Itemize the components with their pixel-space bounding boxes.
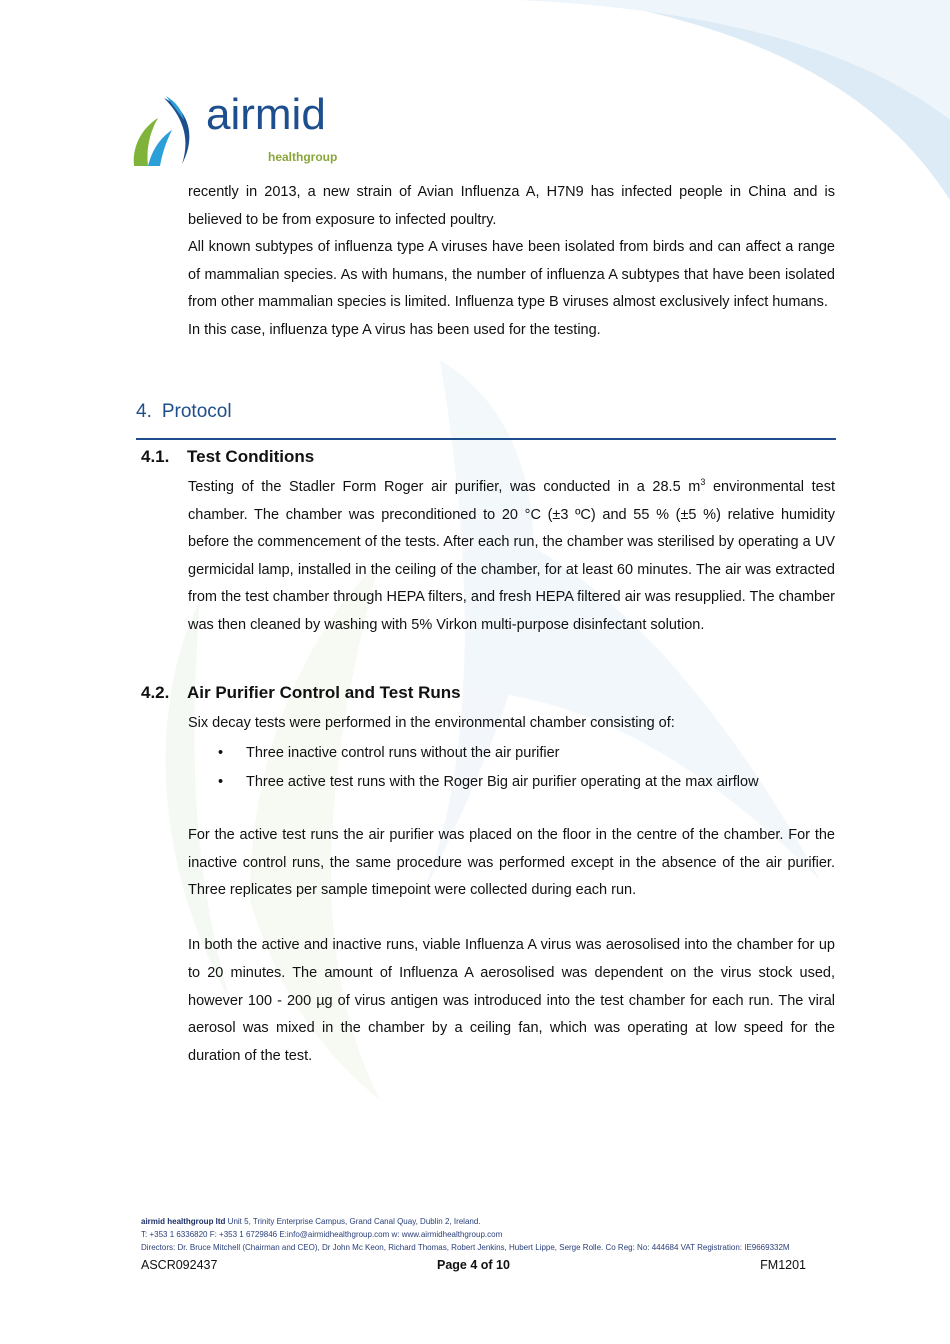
section-4-title: Protocol bbox=[161, 401, 232, 422]
section-divider bbox=[136, 438, 836, 440]
list-item bbox=[188, 768, 835, 797]
section-4-2-number: 4.2. bbox=[141, 683, 170, 702]
test-conditions-paragraph bbox=[188, 474, 835, 640]
list-item bbox=[188, 739, 835, 768]
section-4-2-intro bbox=[188, 710, 835, 738]
section-4-1-number: 4.1. bbox=[141, 447, 170, 466]
logo-swirl-icon bbox=[130, 92, 212, 174]
section-4-number: 4. bbox=[136, 401, 152, 422]
intro-paragraph-2: All known subtypes of influenza type A viruses have been isolated from birds and can affect a range of mammalian species. As with humans, the number of influenza A subtypes that have been isolated from other mammalian species is limited. Influenza type B viruses almost exclusively infect humans. bbox=[188, 239, 835, 311]
section-4-2-title: Air Purifier Control and Test Runs bbox=[187, 683, 461, 702]
section-4-1-title: Test Conditions bbox=[187, 447, 315, 466]
list-item-text: Three inactive control runs without the air purifier bbox=[246, 745, 560, 761]
section-4-heading bbox=[136, 401, 232, 423]
footer-contact-line: T: +353 1 6336820 F: +353 1 6729846 E:info@airmidhealthgroup.com w: www.airmidhealthgroup.com bbox=[141, 1230, 503, 1239]
section-4-2-body bbox=[188, 822, 835, 1070]
superscript-3: 3 bbox=[700, 477, 706, 488]
list-item-text: Three active test runs with the Roger Big air purifier operating at the max airflow bbox=[246, 773, 759, 790]
logo-subtitle: healthgroup bbox=[268, 150, 338, 164]
airmid-logo bbox=[130, 92, 370, 172]
footer-address-line bbox=[141, 1215, 821, 1228]
active-runs-paragraph: For the active test runs the air purifier was placed on the floor in the centre of the chamber. For the inactive control runs, the same procedure was performed except in the absence of the air purifier. Three replicates per sample timepoint were collected during each run. bbox=[188, 827, 835, 899]
bullet-icon: • bbox=[218, 773, 224, 790]
test-conditions-text-a: Testing of the Stadler Form Roger air purifier, was conducted in a 28.5 m bbox=[188, 479, 701, 495]
section-4-2-heading bbox=[141, 683, 461, 703]
page-number: Page 4 of 10 bbox=[437, 1258, 510, 1272]
section-4-1-body bbox=[188, 474, 835, 640]
footer-company-details bbox=[141, 1215, 821, 1254]
document-id: ASCR092437 bbox=[141, 1258, 218, 1272]
test-conditions-text-b: environmental test chamber. The chamber was preconditioned to 20 °C (±3 ºC) and 55 % (±5 %) relative humidity before the commencement of the tests. After each run, the chamber was sterilised by operating a UV germicidal lamp, installed in the ceiling of the chamber, for at least 60 minutes. The air was extracted from the test chamber through HEPA filters, and fresh HEPA filtered air was resupplied. The chamber was then cleaned by washing with 5% Virkon multi-purpose disinfectant solution. bbox=[188, 479, 836, 633]
form-code: FM1201 bbox=[760, 1258, 806, 1272]
decay-tests-intro: Six decay tests were performed in the environmental chamber consisting of: bbox=[188, 715, 675, 731]
intro-paragraph-3: In this case, influenza type A virus has been used for the testing. bbox=[188, 321, 601, 338]
test-runs-list bbox=[188, 739, 835, 797]
footer-address: Unit 5, Trinity Enterprise Campus, Grand Canal Quay, Dublin 2, Ireland. bbox=[225, 1217, 481, 1226]
bullet-icon: • bbox=[218, 745, 224, 761]
intro-paragraph-1: recently in 2013, a new strain of Avian Influenza A, H7N9 has infected people in China and is believed to be from exposure to infected poultry. bbox=[188, 184, 835, 228]
logo-wordmark: airmid bbox=[206, 90, 326, 139]
section-4-1-heading bbox=[141, 447, 314, 467]
footer-company-name: airmid healthgroup ltd bbox=[141, 1217, 226, 1226]
footer-directors-line: Directors: Dr. Bruce Mitchell (Chairman and CEO), Dr John Mc Keon, Richard Thomas, Robert Jenkins, Hubert Lippe, Serge Rolle. Co Reg: No: 444684 VAT Registration: IE9669332M bbox=[141, 1243, 790, 1252]
aerosol-paragraph: In both the active and inactive runs, viable Influenza A virus was aerosolised into the chamber for up to 20 minutes. The amount of Influenza A aerosolised was dependent on the virus stock used, however 100 - 200 µg of virus antigen was introduced into the test chamber for each run. The viral aerosol was mixed in the chamber by a ceiling fan, which was operating at low speed for the duration of the test. bbox=[188, 937, 835, 1064]
intro-section bbox=[188, 179, 835, 345]
